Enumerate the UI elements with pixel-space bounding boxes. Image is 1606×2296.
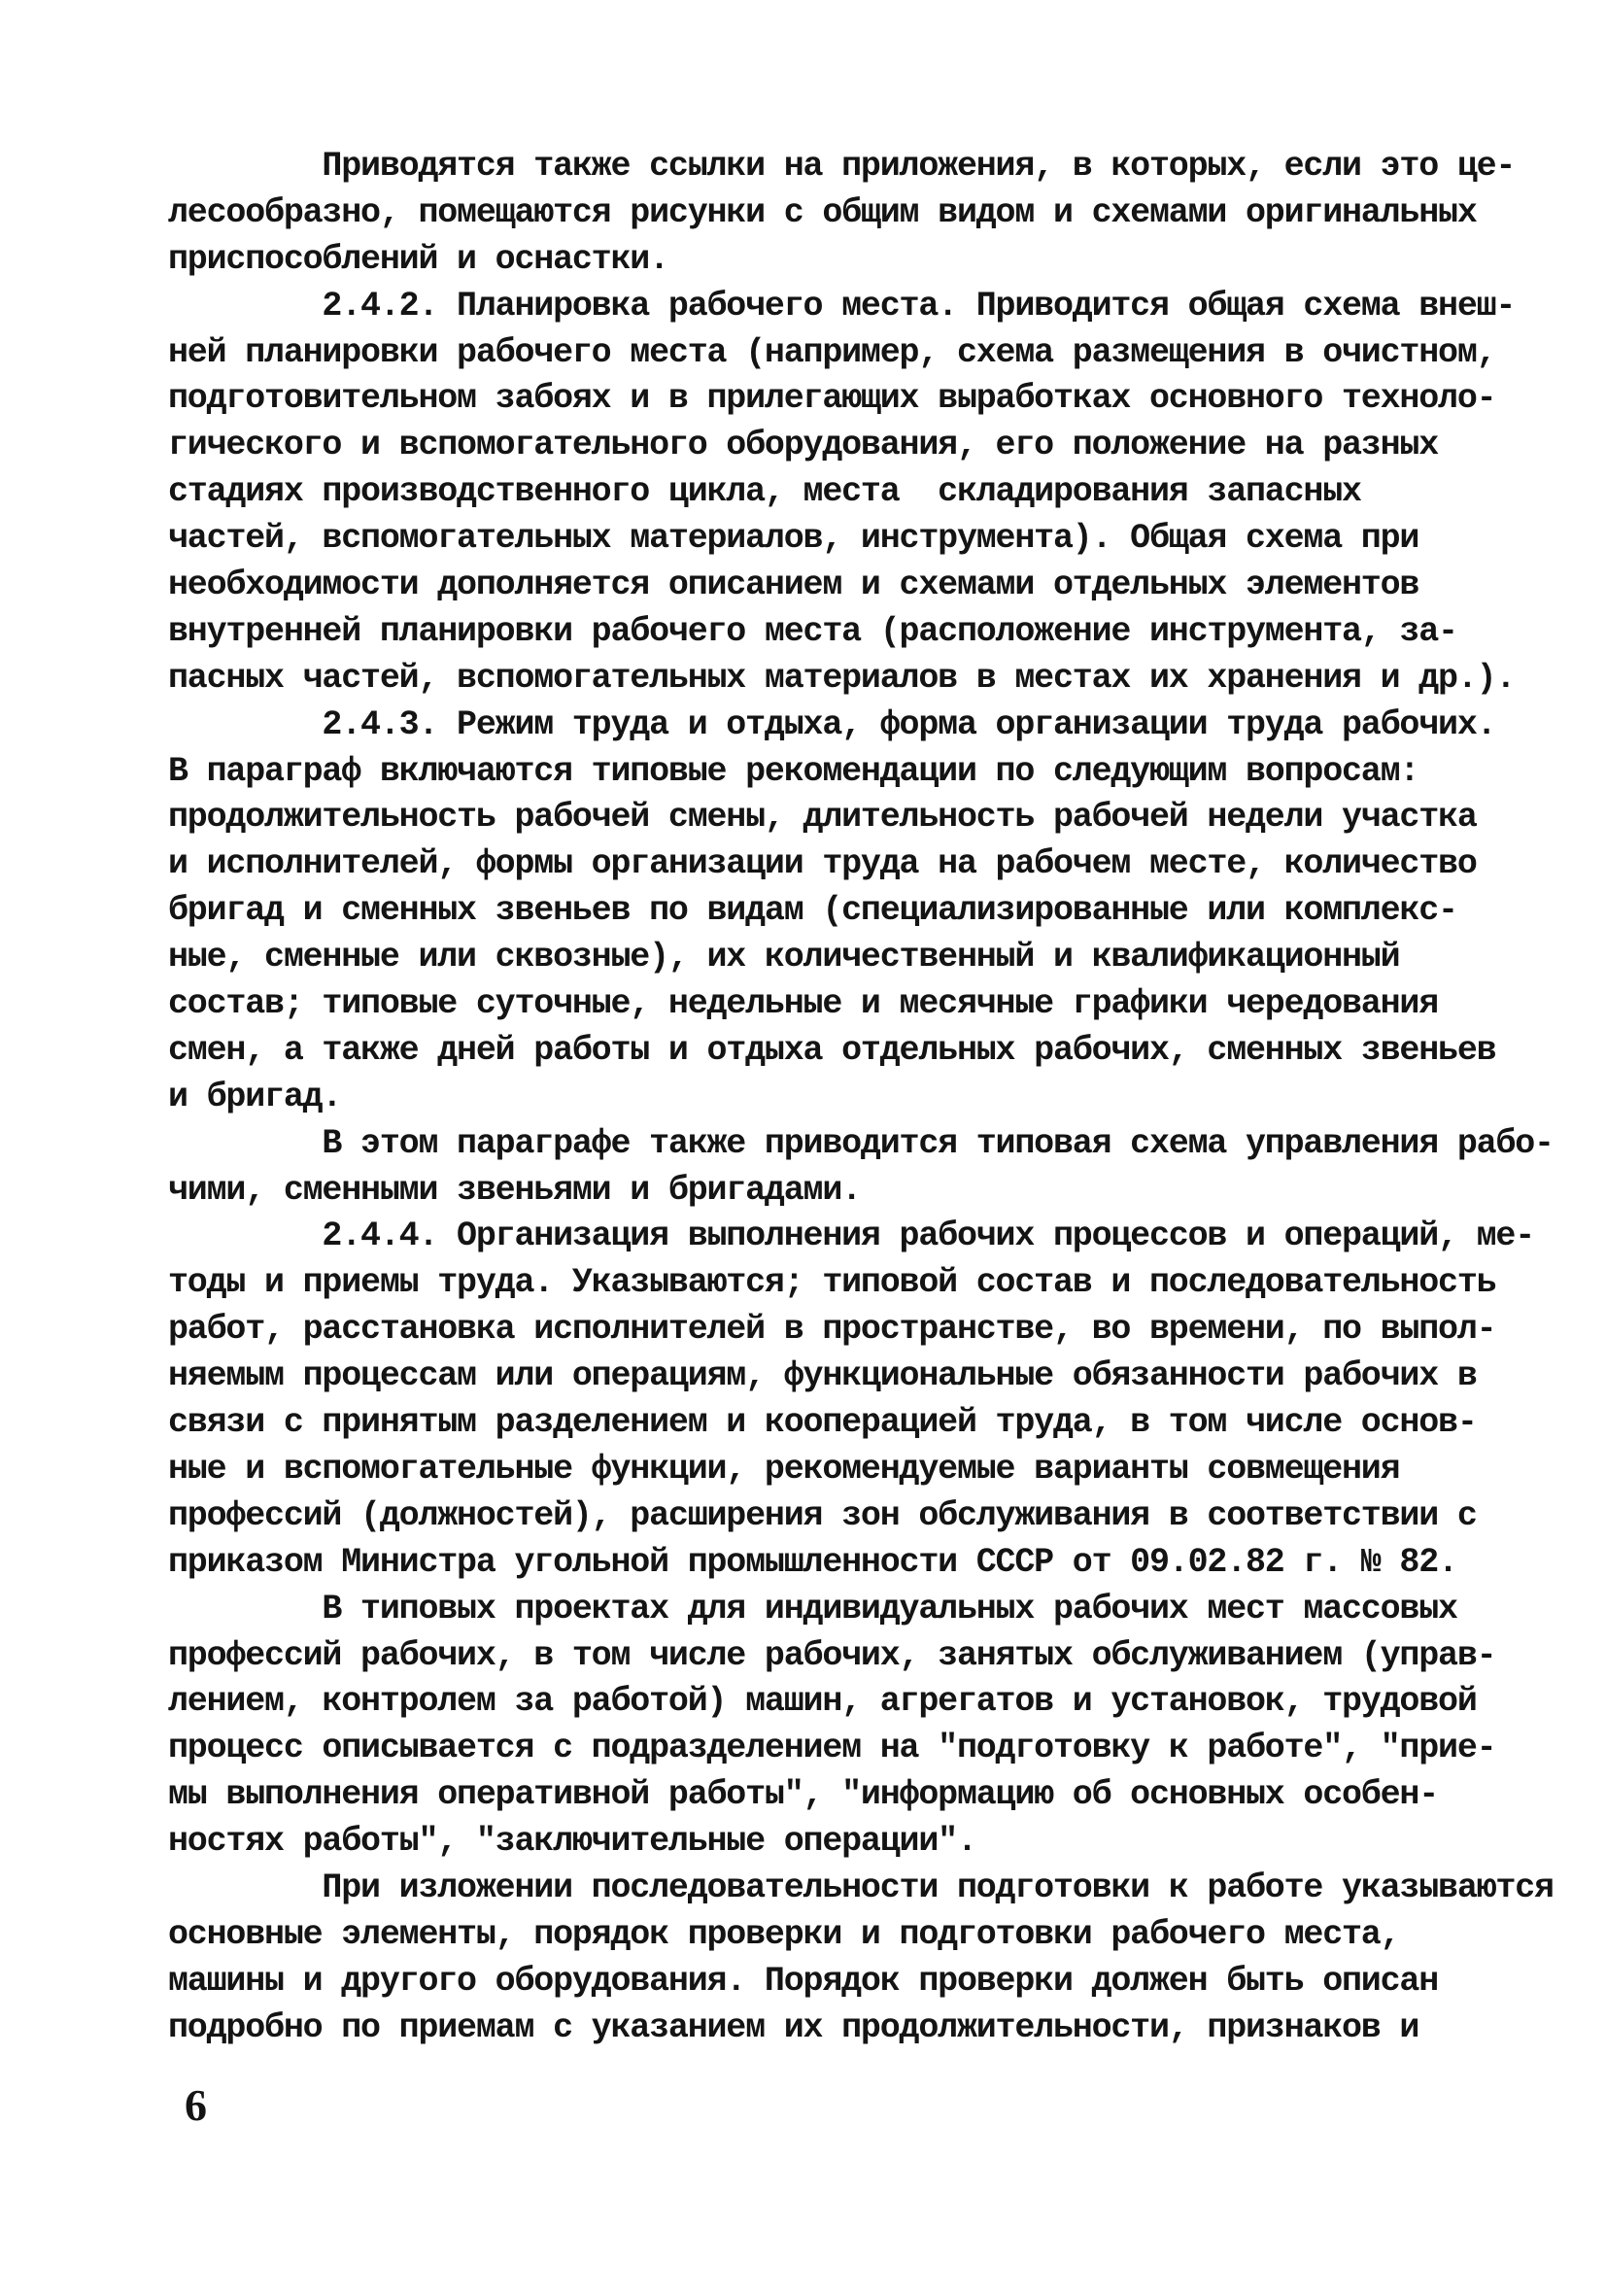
text-line: В этом параграфе также приводится типовая схема управления рабо- [168, 1123, 1554, 1163]
text-line: мы выполнения оперативной работы", "информацию об основных особен- [168, 1775, 1439, 1815]
text-line: процесс описывается с подразделением на "подготовку к работе", "прие- [168, 1729, 1496, 1768]
text-line: чими, сменными звеньями и бригадами. [168, 1170, 861, 1210]
text-line: 2.4.4. Организация выполнения рабочих процессов и операций, ме- [168, 1217, 1535, 1256]
text-line: В типовых проектах для индивидуальных рабочих мест массовых [168, 1589, 1457, 1628]
text-line: основные элементы, порядок проверки и подготовки рабочего места, [168, 1914, 1400, 1954]
text-line: В параграф включаются типовые рекомендации по следующим вопросам: [168, 751, 1419, 791]
text-line: приспособлений и оснастки. [168, 239, 668, 279]
text-line: ные и вспомогательные функции, рекомендуемые варианты совмещения [168, 1449, 1400, 1489]
text-line: стадиях производственного цикла, места складирования запасных [168, 472, 1361, 512]
text-line: лесообразно, помещаются рисунки с общим видом и схемами оригинальных [168, 192, 1477, 232]
text-line: внутренней планировки рабочего места (расположение инструмента, за- [168, 611, 1457, 651]
text-line: тоды и приемы труда. Указываются; типовой состав и последовательность [168, 1263, 1496, 1303]
text-line: подробно по приемам с указанием их продолжительности, признаков и [168, 2007, 1419, 2047]
text-line: частей, вспомогательных материалов, инструмента). Общая схема при [168, 519, 1419, 559]
text-line: профессий (должностей), расширения зон обслуживания в соответствии с [168, 1495, 1477, 1535]
text-line: ностях работы", "заключительные операции". [168, 1822, 976, 1862]
text-line: смен, а также дней работы и отдыха отдельных рабочих, сменных звеньев [168, 1030, 1496, 1070]
text-line: бригад и сменных звеньев по видам (специализированные или комплекс- [168, 891, 1457, 931]
text-line: ные, сменные или сквозные), их количественный и квалификационный [168, 938, 1400, 977]
text-line: При изложении последовательности подготовки к работе указываются [168, 1868, 1554, 1907]
text-line: лением, контролем за работой) машин, агрегатов и установок, трудовой [168, 1682, 1477, 1722]
text-line: 2.4.2. Планировка рабочего места. Приводится общая схема внеш- [168, 286, 1516, 326]
text-line: няемым процессам или операциям, функциональные обязанности рабочих в [168, 1356, 1477, 1396]
text-line: связи с принятым разделением и кооперацией труда, в том числе основ- [168, 1403, 1477, 1443]
text-line: машины и другого оборудования. Порядок проверки должен быть описан [168, 1961, 1439, 2001]
text-line: профессий рабочих, в том числе рабочих, занятых обслуживанием (управ- [168, 1635, 1496, 1675]
text-line: пасных частей, вспомогательных материалов в местах их хранения и др.). [168, 658, 1516, 698]
body-text [168, 144, 1554, 2052]
text-line: Приводятся также ссылки на приложения, в которых, если это це- [168, 147, 1516, 186]
text-line: продолжительность рабочей смены, длительность рабочей недели участка [168, 798, 1477, 838]
text-line: приказом Министра угольной промышленности СССР от 09.02.82 г. № 82. [168, 1542, 1457, 1582]
text-line: ней планировки рабочего места (например, схема размещения в очистном, [168, 332, 1496, 372]
page-number: 6 [185, 2080, 207, 2130]
text-line: работ, расстановка исполнителей в пространстве, во времени, по выпол- [168, 1310, 1496, 1350]
text-line: и бригад. [168, 1077, 342, 1116]
text-line: гического и вспомогательного оборудования, его положение на разных [168, 426, 1439, 465]
text-line: подготовительном забоях и в прилегающих выработках основного техноло- [168, 379, 1496, 419]
text-line: необходимости дополняется описанием и схемами отдельных элементов [168, 565, 1419, 605]
text-line: 2.4.3. Режим труда и отдыха, форма организации труда рабочих. [168, 704, 1496, 744]
text-line: состав; типовые суточные, недельные и месячные графики чередования [168, 984, 1439, 1024]
text-line: и исполнителей, формы организации труда на рабочем месте, количество [168, 844, 1477, 884]
